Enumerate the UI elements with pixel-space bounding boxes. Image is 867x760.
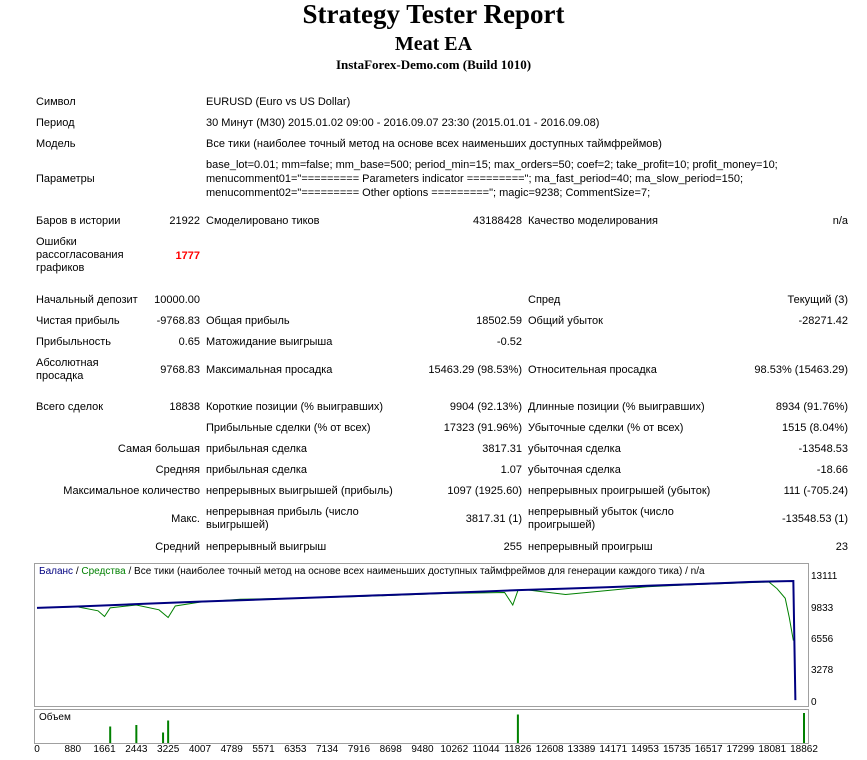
profit-trades-label: Прибыльные сделки (% от всех) (206, 422, 371, 434)
equity-line (37, 582, 793, 641)
bars-label: Баров в истории (36, 215, 121, 227)
avg-cons-losses-label: непрерывный проигрыш (528, 541, 653, 553)
bars-value: 21922 (169, 215, 200, 227)
gross-profit-label: Общая прибыль (206, 315, 290, 327)
average-label: Средняя (155, 464, 200, 476)
avg-profit-value: 1.07 (500, 464, 522, 476)
params-line-2: menucomment01="========= Parameters indicator ========="; ma_fast_period=40; ma_slow_period=150; (206, 173, 744, 185)
max-cons-wins-value: 1097 (1925.60) (447, 485, 522, 497)
avg-cons-label: Средний (155, 541, 200, 553)
avg-cons-losses-value: 23 (835, 541, 848, 553)
legend-sep: / (73, 566, 82, 577)
abs-drawdown-label: Абсолютная просадка (36, 357, 99, 382)
max-drawdown-label: Максимальная просадка (206, 364, 333, 376)
balance-chart (34, 563, 809, 707)
y-tick-label: 3278 (811, 665, 834, 677)
params-label: Параметры (36, 173, 95, 185)
profit-factor-value: 0.65 (178, 336, 200, 348)
x-tick-label: 9480 (411, 744, 434, 755)
volume-chart-svg (35, 710, 808, 743)
profit-trades-value: 17323 (91.96%) (443, 422, 522, 434)
x-tick-label: 4789 (220, 744, 243, 755)
gross-loss-label: Общий убыток (528, 315, 603, 327)
long-positions-value: 8934 (91.76%) (775, 401, 848, 413)
server-build: InstaForex-Demo.com (Build 1010) (335, 57, 532, 72)
long-positions-label: Длинные позиции (% выигравших) (528, 401, 705, 413)
avg-loss-value: -18.66 (816, 464, 848, 476)
symbol-value: EURUSD (Euro vs US Dollar) (206, 96, 351, 108)
expected-payoff-value: -0.52 (496, 336, 522, 348)
ea-name: Meat EA (394, 33, 473, 55)
loss-trades-value: 1515 (8.04%) (781, 422, 848, 434)
x-tick-label: 12608 (535, 744, 564, 755)
avg-loss-label: убыточная сделка (528, 464, 621, 476)
y-tick-label: 9833 (811, 602, 834, 614)
y-tick-label: 6556 (811, 633, 834, 645)
x-tick-label: 15735 (662, 744, 691, 755)
deposit-label: Начальный депозит (36, 294, 138, 306)
max-count-label: Максимальное количество (63, 485, 200, 497)
x-tick-label: 3225 (157, 744, 180, 755)
x-tick-label: 14953 (631, 744, 659, 755)
params-line-3: menucomment02="========= Other options ========="; magic=9238; CommentSize=7; (206, 187, 651, 199)
rel-drawdown-label: Относительная просадка (528, 364, 657, 376)
short-positions-label: Короткие позиции (% выигравших) (206, 401, 384, 413)
x-tick-label: 5571 (252, 744, 275, 755)
volume-bar (135, 725, 137, 743)
x-tick-label: 18862 (790, 744, 818, 755)
balance-line (37, 581, 795, 700)
avg-cons-wins-value: 255 (503, 541, 522, 553)
volume-label: Объем (39, 712, 71, 723)
volume-bar (517, 715, 519, 744)
spread-value: Текущий (3) (787, 294, 848, 306)
x-tick-label: 11044 (472, 744, 500, 755)
largest-loss-value: -13548.53 (798, 443, 848, 455)
max-cons-losses-value: 111 (-705.24) (783, 485, 848, 497)
net-profit-value: -9768.83 (156, 315, 200, 327)
x-tick-label: 1661 (93, 744, 116, 755)
net-profit-label: Чистая прибыль (36, 315, 120, 327)
max-cons-profit-label: непрерывная прибыль (число выигрышей) (206, 506, 359, 531)
errors-value: 1777 (175, 250, 200, 262)
params-line-1: base_lot=0.01; mm=false; mm_base=500; period_min=15; max_orders=50; coef=2; take_profit=10; profit_money=10; (206, 159, 778, 171)
x-tick-label: 4007 (188, 744, 212, 755)
max-cons-loss-value: -13548.53 (1) (781, 513, 848, 525)
errors-label: Ошибки рассогласования графиков (36, 236, 124, 274)
loss-trades-label: Убыточные сделки (% от всех) (528, 422, 684, 434)
legend-balance: Баланс (39, 566, 74, 577)
x-tick-label: 17299 (726, 744, 755, 755)
profit-factor-label: Прибыльность (36, 336, 111, 348)
short-positions-value: 9904 (92.13%) (449, 401, 522, 413)
x-tick-label: 11826 (504, 744, 532, 755)
x-tick-label: 880 (64, 744, 82, 755)
ticks-label: Смоделировано тиков (206, 215, 320, 227)
symbol-label: Символ (36, 96, 76, 108)
x-tick-label: 6353 (284, 744, 307, 755)
x-tick-label: 7916 (347, 744, 371, 755)
max-cons-loss-label: непрерывный убыток (число проигрышей) (528, 506, 674, 531)
total-trades-value: 18838 (169, 401, 200, 413)
spread-label: Спред (528, 294, 561, 306)
avg-cons-wins-label: непрерывный выигрыш (206, 541, 327, 553)
gross-profit-value: 18502.59 (476, 315, 522, 327)
legend-equity: Средства (81, 566, 126, 577)
ticks-value: 43188428 (473, 215, 522, 227)
volume-bar (162, 733, 164, 744)
largest-loss-label: убыточная сделка (528, 443, 621, 455)
largest-profit-label: прибыльная сделка (206, 443, 308, 455)
report-title: Strategy Tester Report (302, 0, 565, 29)
max-cons-wins-label: непрерывных выигрышей (прибыль) (206, 485, 393, 497)
max-cons-profit-value: 3817.31 (1) (465, 513, 522, 525)
x-tick-label: 13389 (567, 744, 596, 755)
volume-bar (803, 713, 805, 743)
x-tick-label: 10262 (440, 744, 469, 755)
rel-drawdown-value: 98.53% (15463.29) (754, 364, 848, 376)
quality-value: n/a (832, 215, 848, 227)
expected-payoff-label: Матожидание выигрыша (206, 336, 333, 348)
chart-legend (39, 566, 705, 578)
max-cons-losses-label: непрерывных проигрышей (убыток) (528, 485, 711, 497)
x-tick-label: 7134 (315, 744, 339, 755)
deposit-value: 10000.00 (154, 294, 200, 306)
x-tick-label: 0 (34, 744, 40, 755)
max-label: Макс. (171, 513, 200, 525)
y-tick-label: 13111 (811, 571, 838, 582)
volume-chart (34, 709, 809, 744)
model-label: Модель (36, 138, 76, 150)
legend-description: / Все тики (наиболее точный метод на основе всех наименьших доступных таймфреймов для генерации каждого тика) / n/a (125, 566, 705, 577)
balance-chart-svg (35, 564, 808, 706)
x-tick-label: 18081 (758, 744, 787, 755)
max-drawdown-value: 15463.29 (98.53%) (428, 364, 522, 376)
x-tick-label: 16517 (694, 744, 723, 755)
x-tick-label: 8698 (379, 744, 402, 755)
x-tick-label: 14171 (599, 744, 628, 755)
total-trades-label: Всего сделок (36, 401, 104, 413)
largest-profit-value: 3817.31 (482, 443, 522, 455)
volume-bar (109, 727, 111, 744)
volume-bar (167, 721, 169, 744)
gross-loss-value: -28271.42 (798, 315, 848, 327)
model-value: Все тики (наиболее точный метод на основе всех наименьших доступных таймфреймов) (206, 138, 662, 150)
period-label: Период (36, 117, 75, 129)
period-value: 30 Минут (M30) 2015.01.02 09:00 - 2016.09.07 23:30 (2015.01.01 - 2016.09.08) (206, 117, 600, 129)
x-tick-label: 2443 (125, 744, 148, 755)
y-tick-label: 0 (811, 697, 817, 708)
avg-profit-label: прибыльная сделка (206, 464, 308, 476)
abs-drawdown-value: 9768.83 (160, 364, 200, 376)
quality-label: Качество моделирования (528, 215, 658, 227)
largest-label: Самая большая (117, 443, 200, 455)
